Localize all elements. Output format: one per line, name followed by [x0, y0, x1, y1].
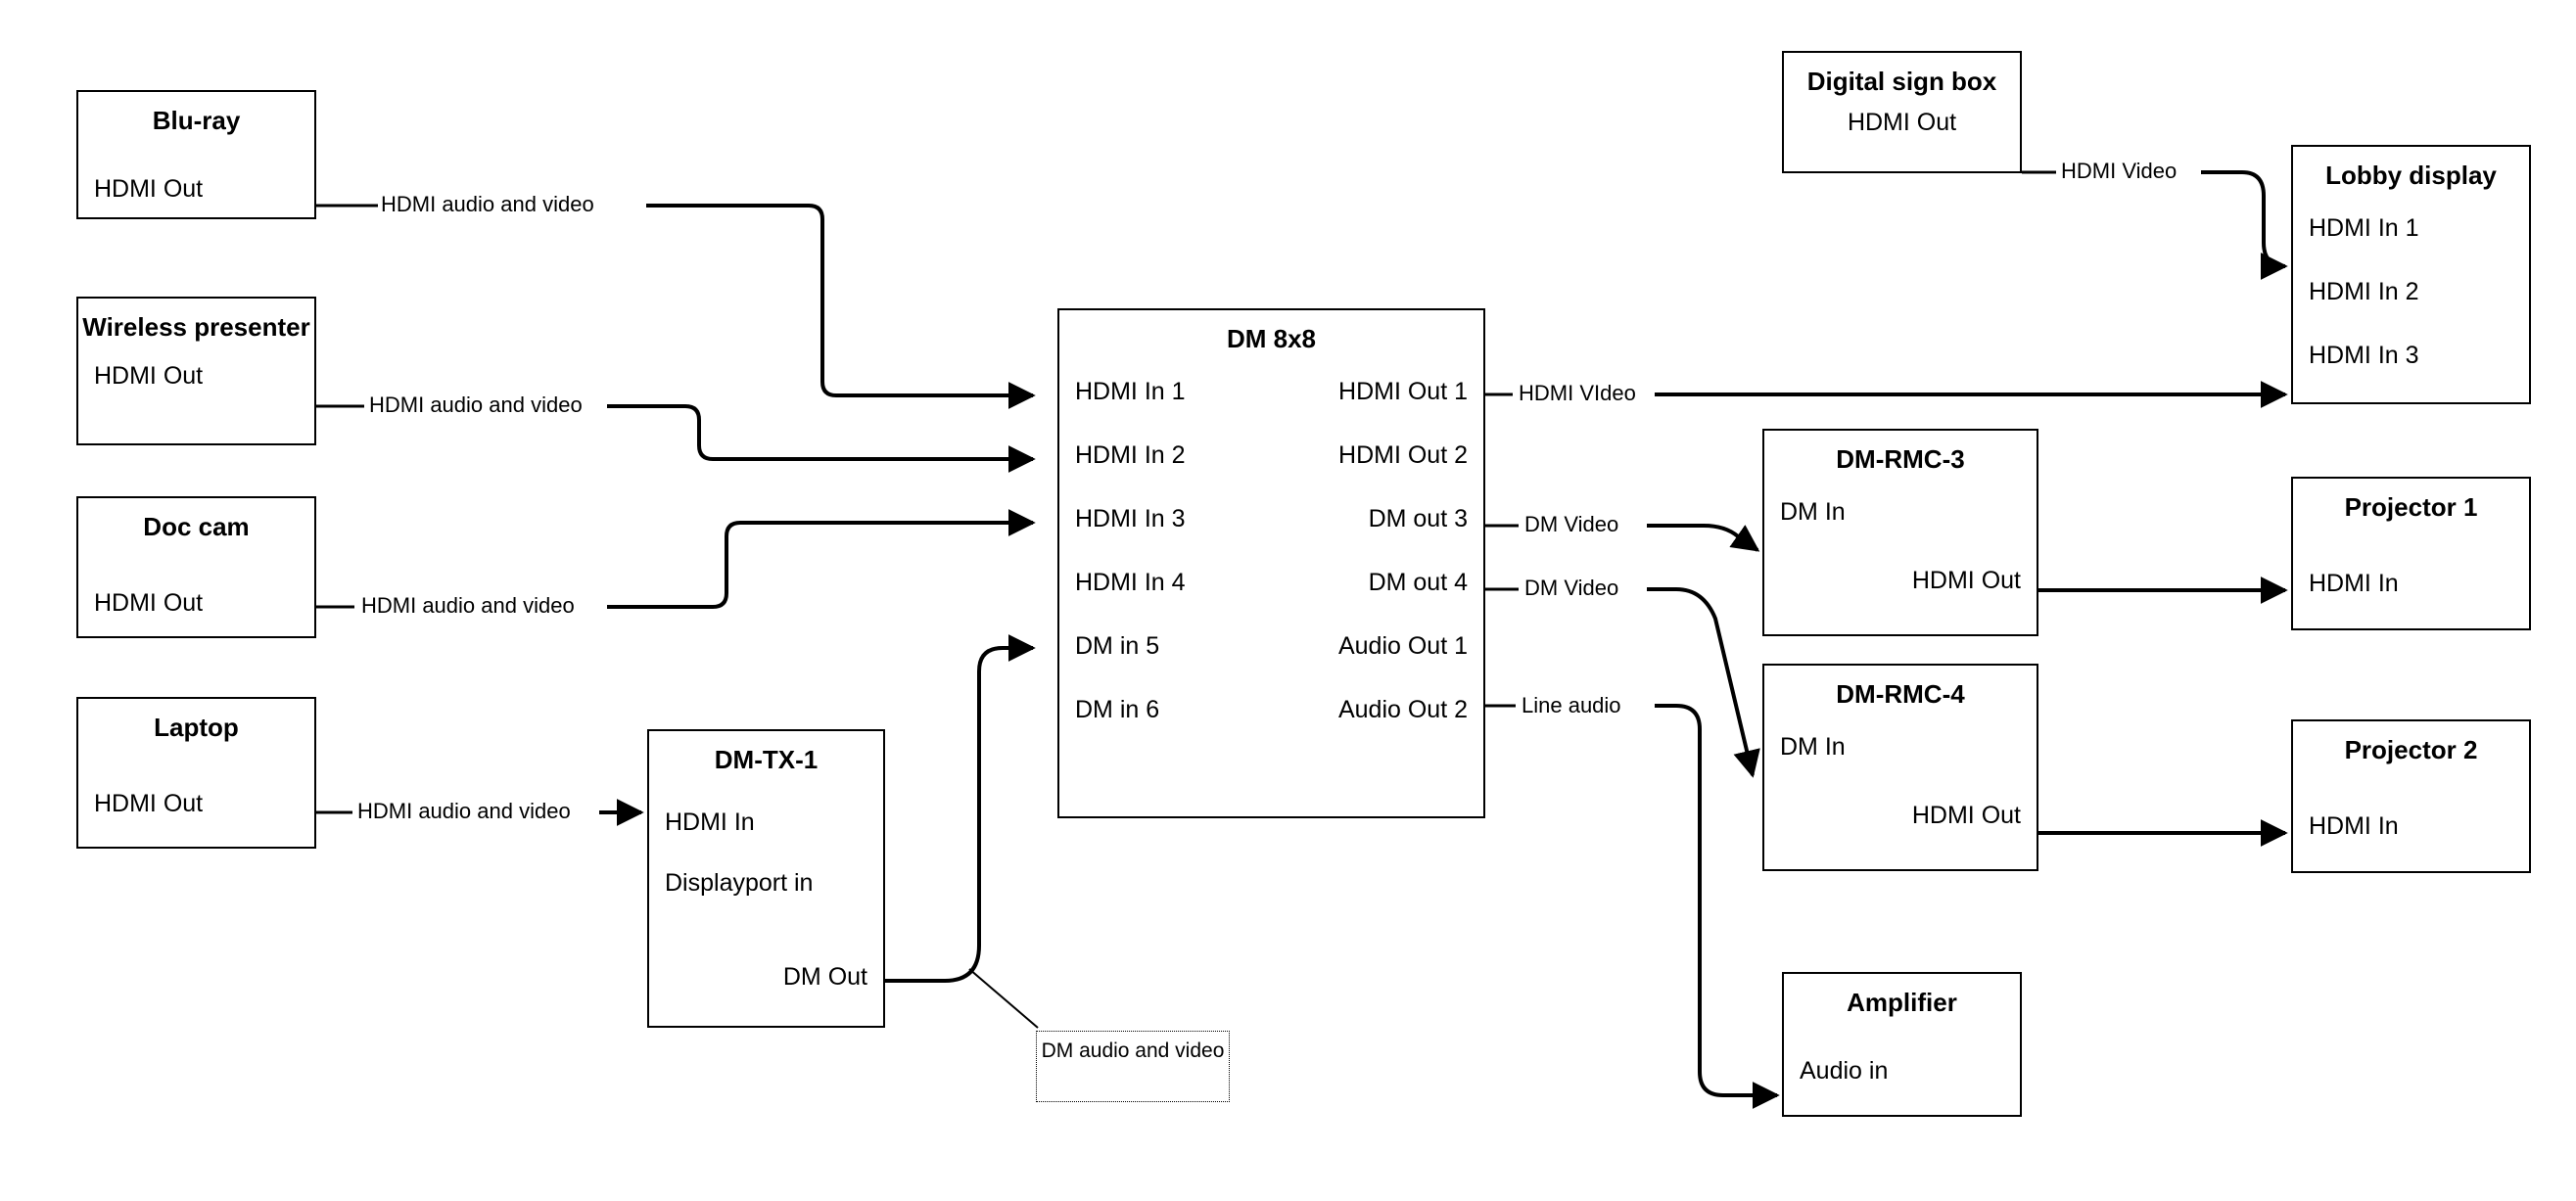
port-hdmi-out: HDMI Out [94, 789, 204, 817]
port-dm-in: DM In [1780, 732, 1846, 761]
port-dm-in-5: DM in 5 [1075, 631, 1160, 660]
node-title: Blu-ray [152, 106, 241, 135]
port-audio-in: Audio in [1800, 1056, 1889, 1085]
node-title: Digital sign box [1806, 67, 1997, 96]
note-dm-audio-and-video: DM audio and video [1036, 1031, 1230, 1102]
port-hdmi-in: HDMI In [2309, 811, 2399, 840]
port-hdmi-in-4: HDMI In 4 [1075, 568, 1186, 596]
node-title: Laptop [154, 713, 239, 742]
edge-label-dm-out4-to-rmc4: DM Video [1522, 576, 1621, 600]
edge-label-dm-audio-to-amp: Line audio [1519, 693, 1624, 717]
port-hdmi-out: HDMI Out [94, 174, 204, 203]
port-hdmi-in-3: HDMI In 3 [2309, 341, 2419, 369]
node-laptop[interactable] [76, 697, 316, 849]
edge-label-dm-out1-to-lobby: HDMI VIdeo [1516, 381, 1639, 405]
node-title: DM-RMC-4 [1836, 679, 1965, 709]
node-title: Lobby display [2325, 161, 2497, 190]
node-dm-rmc-4[interactable] [1762, 664, 2038, 871]
edge-label-sign-to-lobby: HDMI Video [2058, 159, 2179, 183]
node-dm-tx-1[interactable] [647, 729, 885, 1028]
port-hdmi-out: HDMI Out [1911, 566, 2021, 594]
edge-label-doccam-to-dm: HDMI audio and video [358, 593, 578, 618]
port-hdmi-out: HDMI Out [94, 361, 204, 390]
node-title: Amplifier [1847, 988, 1957, 1017]
port-hdmi-in-2: HDMI In 2 [1075, 440, 1186, 469]
node-title: Wireless presenter [82, 312, 310, 342]
edge-label-wireless-to-dm: HDMI audio and video [366, 393, 585, 417]
node-dm-rmc-3[interactable] [1762, 429, 2038, 636]
node-lobby-display[interactable] [2291, 145, 2531, 404]
port-hdmi-in-3: HDMI In 3 [1075, 504, 1186, 532]
port-hdmi-in-1: HDMI In 1 [1075, 377, 1186, 405]
edge-label-bluray-to-dm: HDMI audio and video [378, 192, 597, 216]
port-audio-out-1: Audio Out 1 [1337, 631, 1468, 660]
port-hdmi-out: HDMI Out [1911, 801, 2021, 829]
node-wireless-presenter[interactable] [76, 297, 316, 445]
node-dm-8x8[interactable] [1057, 308, 1485, 818]
port-hdmi-out-2: HDMI Out 2 [1338, 440, 1468, 469]
port-audio-out-2: Audio Out 2 [1337, 695, 1468, 723]
node-projector-1[interactable] [2291, 477, 2531, 630]
node-projector-2[interactable] [2291, 719, 2531, 873]
port-dm-out-4: DM out 4 [1368, 568, 1468, 596]
port-dm-in-6: DM in 6 [1075, 695, 1160, 723]
port-hdmi-in-2: HDMI In 2 [2309, 277, 2419, 305]
port-dm-in: DM In [1780, 497, 1846, 526]
port-displayport-in: Displayport in [665, 868, 814, 897]
port-dm-out: DM Out [782, 962, 867, 991]
edge-label-dm-out3-to-rmc3: DM Video [1522, 512, 1621, 536]
node-title: DM-TX-1 [714, 745, 819, 774]
node-doc-cam[interactable] [76, 496, 316, 638]
node-blu-ray[interactable] [76, 90, 316, 219]
node-title: Projector 1 [2344, 492, 2478, 522]
node-amplifier[interactable] [1782, 972, 2022, 1117]
port-dm-out-3: DM out 3 [1368, 504, 1468, 532]
port-hdmi-out: HDMI Out [94, 588, 204, 617]
port-hdmi-out-1: HDMI Out 1 [1338, 377, 1468, 405]
node-title: Doc cam [143, 512, 250, 541]
port-hdmi-in: HDMI In [665, 808, 755, 836]
port-hdmi-in-1: HDMI In 1 [2309, 213, 2419, 242]
port-hdmi-in: HDMI In [2309, 569, 2399, 597]
edge-label-laptop-to-tx: HDMI audio and video [354, 799, 574, 823]
node-title: Projector 2 [2344, 735, 2478, 764]
node-digital-sign-box[interactable] [1782, 51, 2022, 173]
node-title: DM-RMC-3 [1836, 444, 1965, 474]
node-title: DM 8x8 [1226, 324, 1317, 353]
port-hdmi-out: HDMI Out [1847, 108, 1957, 136]
